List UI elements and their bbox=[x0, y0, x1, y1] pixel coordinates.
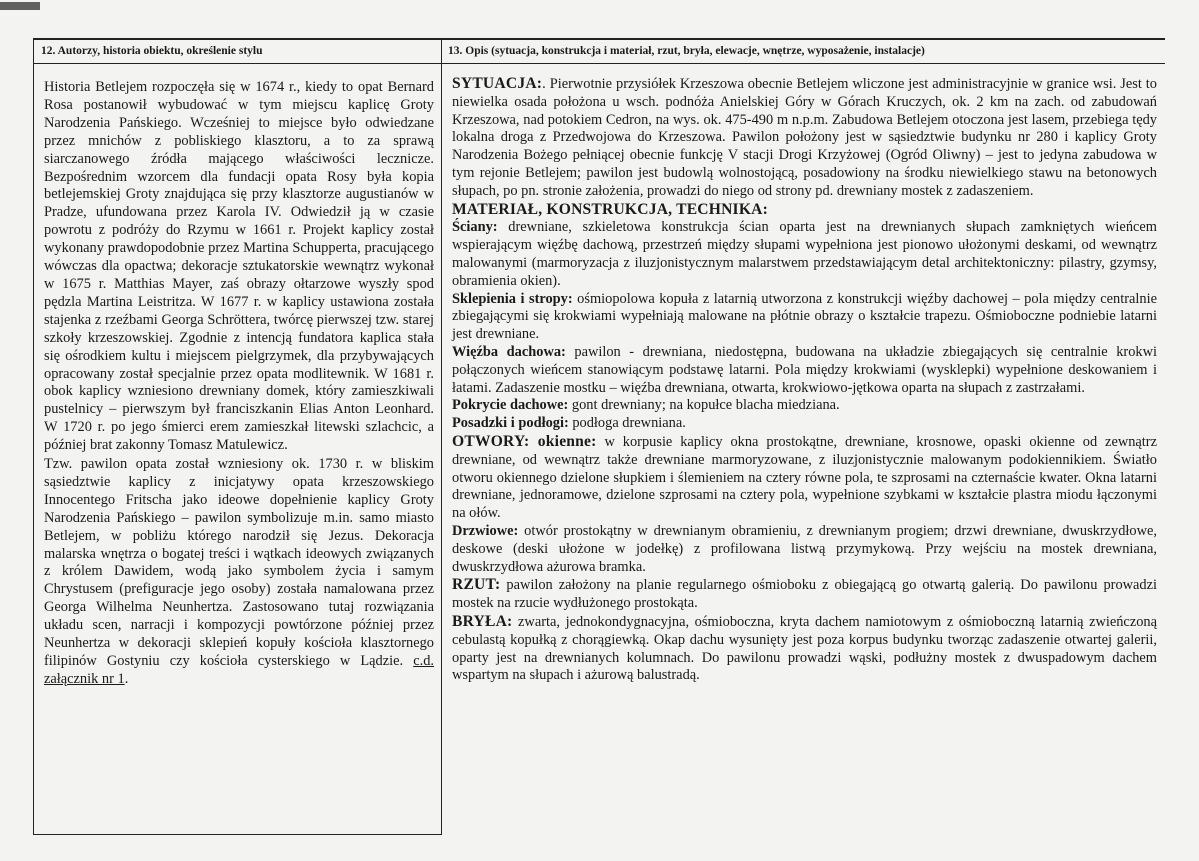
history-paragraph-2 bbox=[44, 456, 434, 689]
section-13-column bbox=[441, 40, 1165, 835]
otwory-text: w korpusie kaplicy okna prostokątne, drewniane, krosnowe, opaski okienne od zewnątrz drewniane, od wewnątrz także drewniane marmoryzowane, z iluzjonistycznie malowanym podokiennikiem. Światło otworu okiennego dzielone słupkiem i ślemieniem na cztery równe pola, te szprosami na czternaście kwater. Okna latarni drewniane, jednoramowe, dzielone szprosami na cztery pola, wypełnione szybkami w kształcie plastra miodu łączonymi na ołów. bbox=[452, 433, 1157, 522]
sciany-paragraph bbox=[452, 219, 1157, 290]
posadzki-label: Posadzki i podłogi: bbox=[452, 415, 569, 432]
pokrycie-paragraph bbox=[452, 397, 1157, 415]
form-sheet bbox=[33, 38, 1165, 835]
section-12-column bbox=[33, 40, 441, 835]
wiezba-paragraph bbox=[452, 344, 1157, 397]
sciany-text: drewniane, szkieletowa konstrukcja ścian oparta jest na drewnianych słupach zamkniętych wieńcem wspierającym więźbę dachową, przestrzeń między słupami wypełniona jest pionowo ułożonymi deskami, od wewnątrz malowanymi (marmoryzacja z iluzjonistycznym malarstwem przedstawiającym detal architektoniczny: pilastry, gzymsy, obramienia okien). bbox=[452, 219, 1157, 289]
material-heading bbox=[452, 201, 1157, 220]
pokrycie-text: gont drewniany; na kopułce blacha miedziana. bbox=[568, 397, 840, 414]
rzut-label: RZUT: bbox=[452, 576, 501, 594]
bryla-paragraph bbox=[452, 613, 1157, 685]
sklepienia-paragraph bbox=[452, 291, 1157, 344]
section-12-body bbox=[34, 64, 441, 689]
history-paragraph-1: Historia Betlejem rozpoczęła się w 1674 r., kiedy to opat Bernard Rosa postanowił wybudować w tym miejscu kaplicę Groty Narodzenia Pańskiego. Wcześniej to miejsce było odwiedzane przez mnichów z pobliskiego klasztoru, a to za sprawą siarczanowego źródła mającego właściwości lecznicze. Bezpośrednim wzorcem dla fundacji opata Rosy była kopia betlejemskiej Groty znajdująca się przy klasztorze augustianów w Pradze, ufundowana przez Karola IV. Odwiedził ją w czasie powrotu z podróży do Rzymu w 1661 r. Projekt kaplicy został wykonany prawdopodobnie przez Martina Schupperta, pracującego wówczas dla opactwa; dekoracje sztukatorskie wewnątrz wykonał w 1675 r. Matthias Mayer, zaś obrazy ołtarzowe wyszły spod pędzla Martina Leistritza. W 1677 r. w kaplicy ustawiona została stajenka z rzeźbami Georga Schröttera, twórcę pierwszej tzw. starej szkoły krzeszowskiej. Zgodnie z intencją fundatora kaplica stała się ośrodkiem kultu i miejscem pielgrzymek, dla przybywających opracowany został specjalnie przez opata modlitewnik. W 1681 r. obok kaplicy wzniesiono drewniany domek, który zamieszkiwali pustelnicy – pierwszym był franciszkanin Elias Anton Leonhard. W 1720 r. po jego śmierci erem zamieszkał litewski szlachcic, a później brat zakonny Tomasz Matulewicz. bbox=[44, 79, 434, 454]
rzut-paragraph bbox=[452, 576, 1157, 613]
sytuacja-paragraph bbox=[452, 75, 1157, 201]
bryla-text: zwarta, jednokondygnacyjna, ośmioboczna, kryta dachem namiotowym z ośmioboczną latarnią zwieńczoną cebulastą kopułką z chorągiewką. Okap dachu wysunięty jest poza korpus budynku tworząc zadaszenie otwartej galerii, oparty jest na drewnianych kolumnach. Do pawilonu prowadzi wąski, podłużny mostek z dwuspadowym dachem wspartym na słupach i ażurową balustradą. bbox=[452, 613, 1157, 684]
sytuacja-label: SYTUACJA: bbox=[452, 75, 543, 92]
otwory-paragraph bbox=[452, 433, 1157, 523]
section-13-header: 13. Opis (sytuacja, konstrukcja i materiał, rzut, bryła, elewacje, wnętrze, wyposażenie, instalacje) bbox=[442, 40, 1165, 64]
history-paragraph-2-end: . bbox=[124, 670, 129, 687]
sytuacja-text: . Pierwotnie przysiółek Krzeszowa obecnie Betlejem wliczone jest administracyjnie w granice wsi. Jest to niewielka osada położona u wsch. podnóża Anielskiej Góry w Górach Kruczych, ok. 2 km na zach. od zabudowań Krzeszowa, nad potokiem Cedron, na wys. ok. 475-490 m n.p.m. Zabudowa Betlejem otoczona jest lasem, przebiega tędy lokalna droga z Przedwojowa do Krzeszowa. Pawilon położony jest w sąsiedztwie budynku nr 280 i kaplicy Groty Narodzenia Bożego pełniącej obecnie funkcję V stacji Drogi Krzyżowej (Ogród Oliwny) – jest to jedyna zabudowa w tym rejonie Betlejem; pawilon jest budowlą wolnostojącą, posadowiony na środku niewielkiego stawu na betonowych słupach, po pn. stronie założenia, prowadzi do niego od strony pd. drewniany mostek z zadaszeniem. bbox=[452, 76, 1157, 199]
drzwiowe-text: otwór prostokątny w drewnianym obramieniu, z drewnianym progiem; drzwi drewniane, dwuskrzydłowe, deskowe (deski ułożone w jodełkę) z profilowana listwą przymykową. Przy wejściu na mostek drewniana, dwuskrzydłowa ażurowa bramka. bbox=[452, 522, 1157, 575]
otwory-label: OTWORY: okienne: bbox=[452, 432, 597, 450]
bryla-label: BRYŁA: bbox=[452, 612, 513, 630]
sciany-label: Ściany: bbox=[452, 219, 498, 236]
posadzki-paragraph bbox=[452, 415, 1157, 433]
wiezba-text: pawilon - drewniana, niedostępna, budowana na układzie zbiegających się centralnie krokwi połączonych wieńcem stanowiącym podstawę latarni. Pola między krokwiami (wysklepki) wypełnione deskowaniem i łatami. Zadaszenie mostku – więźba drewniana, otwarta, krokwiowo-jętkowa oparta na słupach z zastrzałami. bbox=[452, 343, 1157, 396]
sklepienia-label: Sklepienia i stropy: bbox=[452, 290, 573, 307]
section-12-bottom-rule bbox=[34, 834, 442, 835]
rzut-text: pawilon założony na planie regularnego ośmioboku z obiegającą go otwartą galerią. Do pawilonu prowadzi mostek na rzucie wydłużonego prostokąta. bbox=[452, 577, 1157, 612]
scan-edge-mark bbox=[0, 2, 40, 10]
drzwiowe-paragraph bbox=[452, 523, 1157, 576]
attachment-reference-link[interactable]: c.d. załącznik nr 1 bbox=[44, 653, 434, 687]
sklepienia-text: ośmiopolowa kopuła z latarnią utworzona z konstrukcji więźby dachowej – pola między centralnie zbiegającymi się krokwiami wypełniają malowane na płótnie obrazy o kształcie trapezu. Ośmioboczne podniebie latarni jest drewniane. bbox=[452, 290, 1157, 343]
history-paragraph-2-text: Tzw. pawilon opata został wzniesiony ok. 1730 r. w bliskim sąsiedztwie kaplicy z inicjatywy opata krzeszowskiego Innocentego Fritscha jako ideowe dopełnienie kaplicy Groty Narodzenia Pańskiego – pawilon symbolizuje m.in. samo miasto Betlejem, w pobliżu którego narodził się Jezus. Dekoracja malarska wnętrza o bogatej treści i wątkach ideowych związanych z królem Dawidem, wodą jako symbolem życia i samym Chrystusem (prefiguracje jego osoby) została namalowana przez Georga Wilhelma Neunhertza. Zastosowano tutaj rozwiązania układu scen, narracji i kompozycji powtórzone później przez Neunhertza w dekoracji sklepień kopuły kościoła klasztornego filipinów Gostyniu czy kościoła cysterskiego w Lądzie. bbox=[44, 456, 434, 669]
section-12-header: 12. Autorzy, historia obiektu, określenie stylu bbox=[34, 40, 441, 64]
section-13-body bbox=[442, 64, 1165, 685]
material-label: MATERIAŁ, KONSTRUKCJA, TECHNIKA: bbox=[452, 200, 768, 218]
pokrycie-label: Pokrycie dachowe: bbox=[452, 397, 569, 414]
drzwiowe-label: Drzwiowe: bbox=[452, 522, 519, 539]
wiezba-label: Więźba dachowa: bbox=[452, 343, 566, 360]
posadzki-text: podłoga drewniana. bbox=[568, 415, 686, 432]
